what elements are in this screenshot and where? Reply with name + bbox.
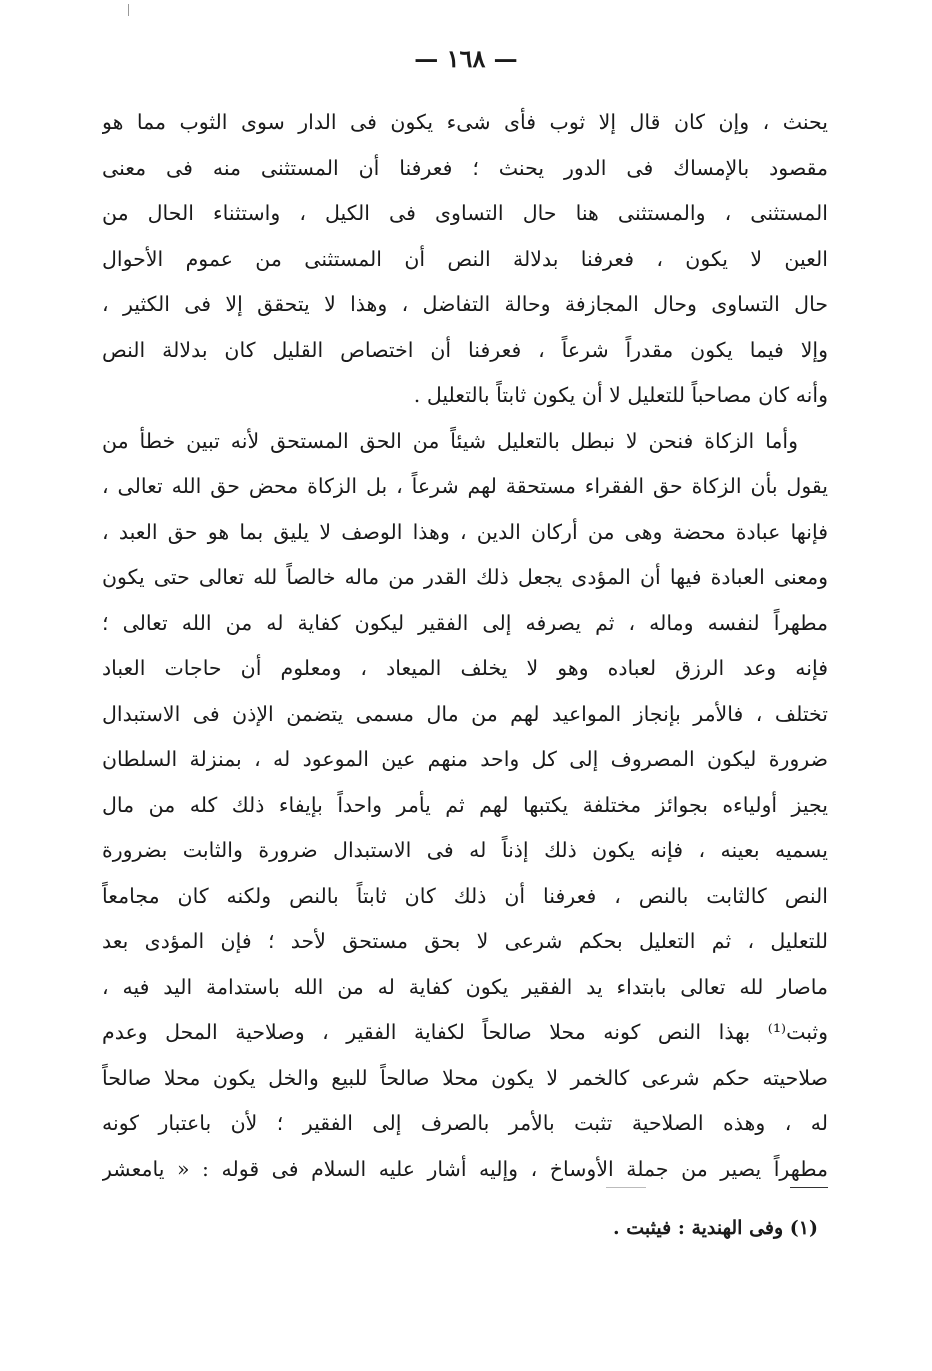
text-line: وأما الزكاة فنحن لا نبطل بالتعليل شيئاً من الحق المستحق لأنه تبين خطأ من <box>102 428 798 453</box>
text-line: مطهراً لنفسه وماله ، ثم يصرفه إلى الفقير ليكون كفاية له من الله تعالى ؛ <box>102 610 828 635</box>
faint-rule <box>606 1187 646 1188</box>
text-line: المستثنى ، والمستثنى هنا حال التساوى فى الكيل ، واستثناء الحال من <box>102 201 828 225</box>
text-line: مقصود بالإمساك فى الدور يحنث ؛ فعرفنا أن المستثنى منه فى معنى <box>102 155 828 180</box>
text-line: حال التساوى وحال المجازفة وحالة التفاضل ، وهذا لا يتحقق إلا فى الكثير ، <box>102 292 828 316</box>
text-line: له ، وهذه الصلاحية تثبت بالأمر بالصرف إلى الفقير ؛ لأن باعتبار كونه <box>102 1111 828 1135</box>
text-line: للتعليل ، ثم التعليل بحكم شرعى لا بحق مستحق لأحد ؛ فإن المؤدى بعد <box>102 929 828 953</box>
text-line: وثبت⁽¹⁾ بهذا النص كونه محلا صالحاً لكفاية الفقير ، وصلاحية المحل وعدم <box>102 1020 828 1044</box>
text-line: النص كالثابت بالنص ، فعرفنا أن ذلك كان ثابتاً بالنص ولكنه كان مجامعاً <box>102 883 828 908</box>
footnote: (١) وفى الهندية : فيثبت . <box>613 1217 818 1239</box>
text-line: فإنه وعد الرزق لعباده وهو لا يخلف الميعاد ، ومعلوم أن حاجات العباد <box>102 656 828 680</box>
footnote-separator <box>790 1187 828 1188</box>
text-line: يجيز أولياءه بجوائز مختلفة يكتبها لهم ثم يأمر واحداً بإيفاء ذلك كله من مال <box>102 792 828 817</box>
text-line: مطهراً يصير من جملة الأوساخ ، وإليه أشار عليه السلام فى قوله : « يامعشر <box>102 1156 828 1181</box>
text-line: يحنث ، وإن كان قال إلا ثوب فأى شىء يكون فى الدار سوى الثوب مما هو <box>102 110 828 134</box>
text-line: العين لا يكون ، فعرفنا بدلالة النص أن المستثنى من عموم الأحوال <box>102 246 828 271</box>
page-number: — ١٦٨ — <box>414 44 518 73</box>
text-line: وأنه كان مصاحباً للتعليل لا أن يكون ثابتاً بالتعليل . <box>413 383 828 407</box>
scan-mark <box>128 4 129 16</box>
text-line: تختلف ، فالأمر بإنجاز المواعيد لهم من مال مسمى يتضمن الإذن فى الاستبدال <box>102 701 828 726</box>
text-line: ماصار لله تعالى بابتداء يد الفقير يكون كفاية له من الله باستدامة اليد فيه ، <box>102 974 828 999</box>
text-line: ومعنى العبادة فيها أن المؤدى يجعل ذلك القدر من ماله خالصاً لله تعالى حتى يكون <box>102 565 828 589</box>
text-line: يقول بأن الزكاة حق الفقراء مستحقة لهم شرعاً ، بل الزكاة محض حق الله تعالى ، <box>102 474 828 498</box>
text-line: صلاحيته حكم شرعى كالخمر لا يكون محلا صالحاً للبيع والخل يكون محلا صالحاً <box>102 1065 828 1090</box>
main-text <box>102 100 828 1192</box>
text-line: يسميه بعينه ، فإنه يكون ذلك إذناً له فى الاستبدال ضرورة والثابت بضرورة <box>102 838 828 862</box>
text-line: وإلا فيما يكون مقدراً شرعاً ، فعرفنا أن اختصاص القليل كان بدلالة النص <box>102 337 828 362</box>
text-line: فإنها عبادة محضة وهى من أركان الدين ، وهذا الوصف لا يليق بما هو حق العبد ، <box>102 519 828 544</box>
text-line: ضرورة ليكون المصروف إلى كل واحد منهم عين الموعود له ، بمنزلة السلطان <box>102 747 828 771</box>
